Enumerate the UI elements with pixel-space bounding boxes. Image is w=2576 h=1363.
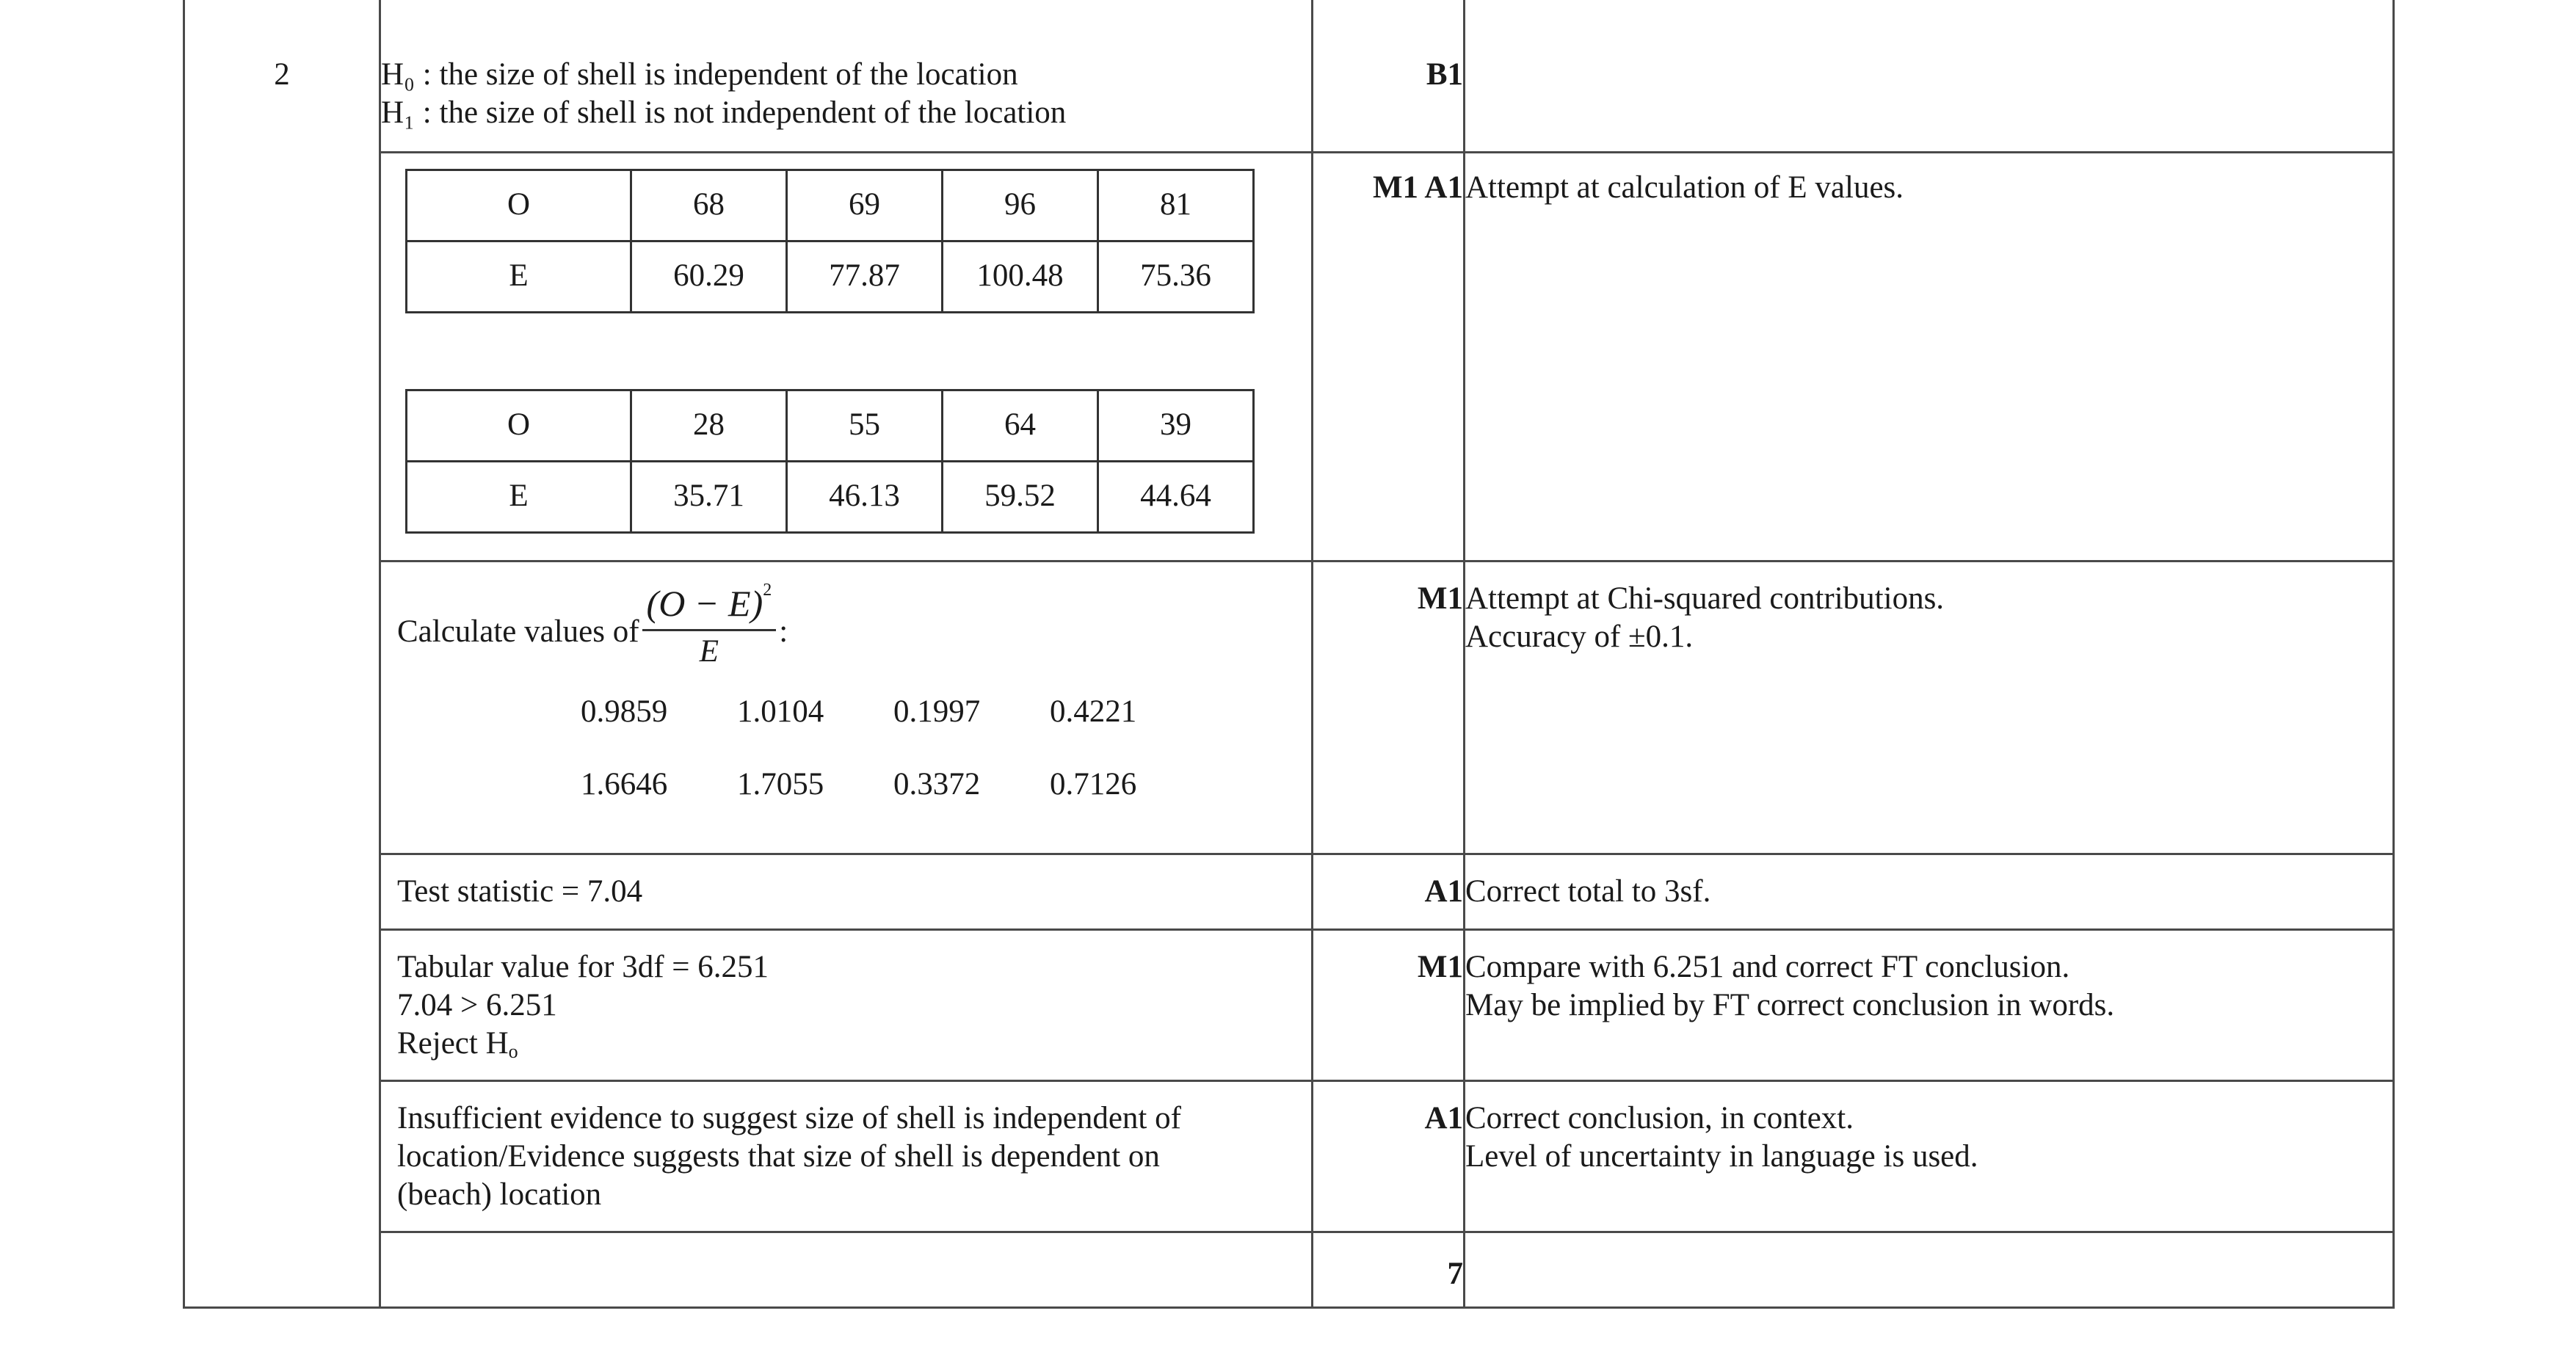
formula-intro: Calculate values of (397, 614, 639, 649)
test-statistic-mark (1313, 854, 1465, 929)
hypotheses-mark-text: B1 (1426, 57, 1463, 92)
conclusion-line: Insufficient evidence to suggest size of shell is independent of (397, 1100, 1181, 1135)
contributions-guidance (1465, 561, 2394, 854)
total-guidance-cell (1465, 1232, 2394, 1307)
observed-cell: 39 (1098, 390, 1254, 461)
alternative-hypothesis: H₁ : the size of shell is not independent of the location (381, 95, 1067, 131)
conclusion-mark (1313, 1080, 1465, 1232)
comparison-row (184, 929, 2394, 1080)
conclusion-guidance (1465, 1080, 2394, 1232)
expected-cell: 44.64 (1098, 461, 1254, 532)
expected-label: E (407, 461, 631, 532)
expected-label: E (407, 241, 631, 312)
test-statistic-row (184, 854, 2394, 929)
total-row (184, 1232, 2394, 1307)
expected-values-mark (1313, 152, 1465, 561)
observed-cell: 55 (787, 390, 943, 461)
conclusion-guidance-line: Level of uncertainty in language is used. (1465, 1138, 1978, 1174)
reject-text: Reject H (397, 1026, 509, 1061)
observed-label: O (407, 170, 631, 241)
observed-expected-table-2 (405, 389, 1255, 534)
mark-scheme-table (183, 0, 2395, 1309)
hypotheses-guidance (1465, 0, 2394, 152)
expected-cell: 60.29 (631, 241, 787, 312)
test-statistic-text: Test statistic = 7.04 (397, 873, 643, 909)
comparison-mark (1313, 929, 1465, 1080)
observed-row-2 (407, 390, 1254, 461)
expected-cell: 75.36 (1098, 241, 1254, 312)
formula-numerator-text: (O − E) (646, 582, 763, 624)
expected-values-row (184, 152, 2394, 561)
total-mark (1313, 1232, 1465, 1307)
conclusion-row (184, 1080, 2394, 1232)
formula-power: 2 (763, 580, 772, 600)
expected-row-1 (407, 241, 1254, 312)
contributions-guidance-line: Attempt at Chi-squared contributions. (1465, 581, 1945, 616)
formula-denominator: E (699, 633, 719, 669)
comparison-line: Tabular value for 3df = 6.251 (397, 949, 769, 984)
observed-cell: 68 (631, 170, 787, 241)
expected-cell: 35.71 (631, 461, 787, 532)
expected-values-mark-text: M1 A1 (1372, 170, 1463, 205)
expected-values-guidance (1465, 152, 2394, 561)
contributions-cell (380, 561, 1313, 854)
comparison-line: 7.04 > 6.251 (397, 987, 557, 1022)
contribution-value: 0.9859 (581, 694, 668, 729)
contribution-value: 1.6646 (581, 767, 668, 802)
reject-subscript: o (508, 1041, 518, 1063)
test-statistic-guidance (1465, 854, 2394, 929)
contributions-row-1 (581, 693, 1295, 731)
observed-expected-table-1 (405, 169, 1255, 313)
contributions-row (184, 561, 2394, 854)
hypotheses-row (184, 0, 2394, 152)
formula-numerator (642, 580, 777, 631)
contributions-mark (1313, 561, 1465, 854)
expected-values-guidance-text: Attempt at calculation of E values. (1465, 170, 1904, 205)
chi-squared-formula (642, 580, 777, 671)
conclusion-line: (beach) location (397, 1177, 602, 1213)
contribution-value: 0.1997 (893, 694, 981, 729)
observed-row-1 (407, 170, 1254, 241)
expected-values-cell (380, 152, 1313, 561)
test-statistic-guidance-text: Correct total to 3sf. (1465, 873, 1711, 909)
question-number: 2 (274, 57, 290, 92)
conclusion-guidance-line: Correct conclusion, in context. (1465, 1100, 1854, 1135)
contributions-mark-text: M1 (1417, 581, 1463, 616)
observed-cell: 81 (1098, 170, 1254, 241)
formula-line (397, 580, 1295, 671)
expected-row-2 (407, 461, 1254, 532)
reject-line (397, 1025, 1295, 1064)
observed-label: O (407, 390, 631, 461)
expected-cell: 59.52 (943, 461, 1098, 532)
expected-cell: 46.13 (787, 461, 943, 532)
null-hypothesis: H₀ : the size of shell is independent of the location (381, 57, 1018, 92)
hypotheses-mark (1313, 0, 1465, 152)
conclusion-cell (380, 1080, 1313, 1232)
comparison-cell (380, 929, 1313, 1080)
contribution-value: 1.0104 (737, 694, 824, 729)
observed-cell: 28 (631, 390, 787, 461)
comparison-guidance-line: May be implied by FT correct conclusion in words. (1465, 987, 2115, 1022)
comparison-mark-text: M1 (1417, 949, 1463, 984)
conclusion-mark-text: A1 (1424, 1100, 1463, 1135)
observed-cell: 69 (787, 170, 943, 241)
expected-cell: 77.87 (787, 241, 943, 312)
observed-cell: 64 (943, 390, 1098, 461)
observed-cell: 96 (943, 170, 1098, 241)
contribution-value: 0.3372 (893, 767, 981, 802)
hypotheses-cell (380, 0, 1313, 152)
expected-cell: 100.48 (943, 241, 1098, 312)
contributions-row-2 (581, 766, 1295, 804)
contribution-value: 0.7126 (1050, 767, 1137, 802)
conclusion-line: location/Evidence suggests that size of shell is dependent on (397, 1138, 1160, 1174)
test-statistic-cell (380, 854, 1313, 929)
formula-colon: : (779, 614, 788, 649)
total-mark-text: 7 (1447, 1256, 1463, 1291)
total-answer-cell (380, 1232, 1313, 1307)
comparison-guidance (1465, 929, 2394, 1080)
test-statistic-mark-text: A1 (1424, 873, 1463, 909)
question-number-cell (184, 0, 380, 1307)
contribution-value: 0.4221 (1050, 694, 1137, 729)
contribution-value: 1.7055 (737, 767, 824, 802)
contributions-guidance-line: Accuracy of ±0.1. (1465, 619, 1694, 654)
comparison-guidance-line: Compare with 6.251 and correct FT conclusion. (1465, 949, 2070, 984)
